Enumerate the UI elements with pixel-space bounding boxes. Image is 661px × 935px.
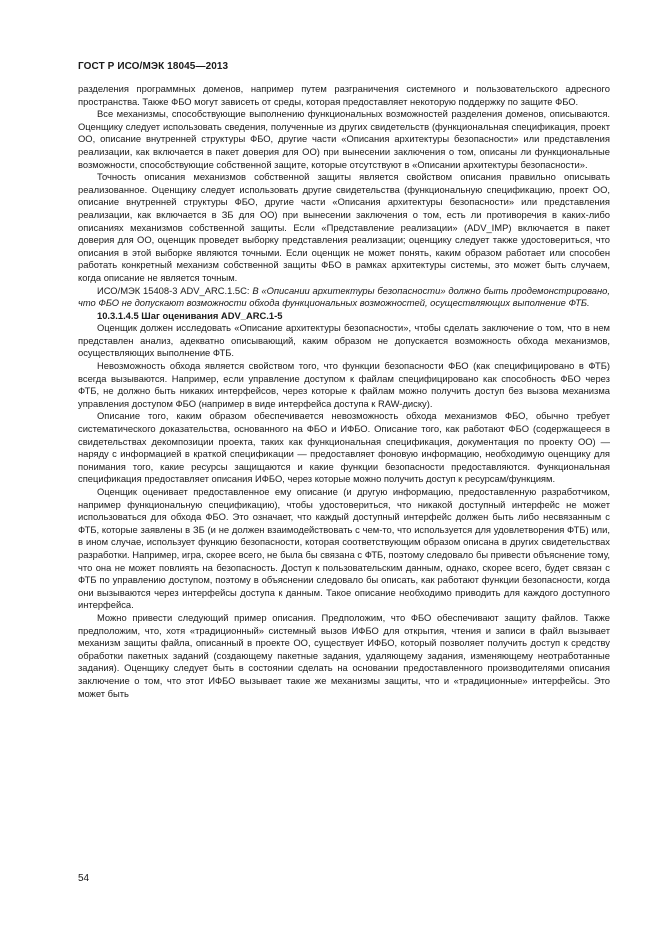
- paragraph: Оценщик должен исследовать «Описание архитектуры безопасности», чтобы сделать заключение о том, что в нем представлен анализ, адекватно описывающий, каким образом не допускается возможность обхода механизмов, осуществляющих выполнение ФТБ.: [78, 322, 610, 359]
- paragraph: Оценщик оценивает предоставленное ему описание (и другую информацию, предоставленную разработчиком, например функциональную спецификацию), чтобы удостовериться, что никакой доступный интерфейс не может использоваться для обхода ФБО. Это означает, что каждый доступный интерфейс должен быть либо несвязанным с ФТБ, которые заявлены в ЗБ (и не должен взаимодействовать с чем-то, что используется для удовлетворения ФТБ) или, в ином случае, использует функцию безопасности, которая соответствующим образом описана в других свидетельствах разработки. Например, игра, скорее всего, не была бы связана с ФТБ, поэтому следовало бы привести объяснение тому, что она не может повлиять на безопасность. Доступ к пользовательским данным, однако, скорее всего, будет связан с ФТБ по управлению доступом, поэтому в объяснении следовало бы описать, как работают функции безопасности, когда они вызываются через интерфейсы доступа к данным. Такое описание необходимо приводить для каждого доступного интерфейса.: [78, 486, 610, 611]
- citation-reference: ИСО/МЭК 15408-3 ADV_ARC.1.5C:: [97, 284, 253, 296]
- page-number: 54: [78, 873, 90, 884]
- paragraph: Все механизмы, способствующие выполнению функциональных возможностей разделения доменов, описываются. Оценщику следует использовать сведения, полученные из других свидетельств (функциональная спецификация, проект ОО, описание внутренней структуры ФБО, другие части «Описания архитектуры безопасности» или представления реализации, как включается в пакет доверия для ОО) при вынесении заключения о том, описаны ли функциональные возможности, способствующие собственной защите, которые отсутствуют в «Описании архитектуры безопасности».: [78, 108, 610, 170]
- section-heading: 10.3.1.4.5 Шаг оценивания ADV_ARC.1-5: [97, 309, 283, 321]
- document-header: ГОСТ Р ИСО/МЭК 18045—2013: [78, 61, 229, 72]
- paragraph: Описание того, каким образом обеспечивается невозможность обхода механизмов ФБО, обычно требует систематического доказательства, основанного на ФБО и ИФБО. Описание того, как работают ФБО (содержащееся в свидетельствах декомпозиции проекта, таких как функциональная спецификация, документация по проекту ОО) — наряду с информацией в краткой спецификации — предоставляет фоновую информацию, необходимую оценщику для понимания того, какие ресурсы защищаются и какие функции безопасности предоставляются. Функциональная спецификация предоставляет описания ИФБО, через которые можно получить доступ к ресурсам/функциям.: [78, 410, 610, 485]
- citation-text: В «Описании архитектуры безопасности» должно быть продемонстрировано, что ФБО не допускают возможности обхода функциональных возможностей, осуществляющих выполнение ФТБ.: [78, 284, 610, 309]
- document-body: [78, 83, 610, 700]
- paragraph: Невозможность обхода является свойством того, что функции безопасности ФБО (как специфицировано в ФТБ) всегда вызываются. Например, если управление доступом к файлам специфицировано как способность ФБО через ФТБ, не должно быть никаких интерфейсов, через которые к файлам можно получить доступ без вызова механизма управления доступом ФБО (например в виде интерфейса доступа к RAW-диску).: [78, 360, 610, 409]
- paragraph-continuation: разделения программных доменов, например путем разграничения системного и пользовательского адресного пространства. Также ФБО могут зависеть от среды, которая предоставляет некоторую поддержку по защите ФБО.: [78, 83, 610, 107]
- paragraph: Точность описания механизмов собственной защиты является свойством описания правильно описывать реализованное. Оценщику следует использовать другие свидетельства (функциональную спецификацию, проект ОО, описание внутренней структуры ФБО, другие части «Описания архитектуры безопасности» или представления реализации, как включается в ЗБ для ОО) при вынесении заключения о том, есть ли противоречия в каких-либо описаниях механизмов собственной защиты. Если «Представление реализации» (ADV_IMP) включается в пакет доверия для ОО, оценщик проведет выборку представления реализации; оценщику следует также удостовериться, что описания в этой выборке являются точными. Если оценщик не может понять, каким образом работает или способен работать конкретный механизм собственной защиты ФБО в рамках архитектуры системы, это может быть случаем, когда описание не является точным.: [78, 171, 610, 283]
- requirement-citation: [78, 285, 610, 310]
- paragraph: Можно привести следующий пример описания. Предположим, что ФБО обеспечивают защиту файлов. Также предположим, что, хотя «традиционный» системный вызов ИФБО для открытия, чтения и записи в файл вызывает механизм защиты файла, описанный в проекте ОО, существует ИФБО, который позволяет получить доступ к средству обработки пакетных заданий (создающему пакетные задания, удаляющему задания, изменяющему неотработанные задания). Оценщику следует быть в состоянии сделать на основании предоставленного производителями описания заключение о том, что этот ИФБО вызывает такие же механизмы защиты, что и «традиционные» интерфейсы. Это может быть: [78, 611, 610, 699]
